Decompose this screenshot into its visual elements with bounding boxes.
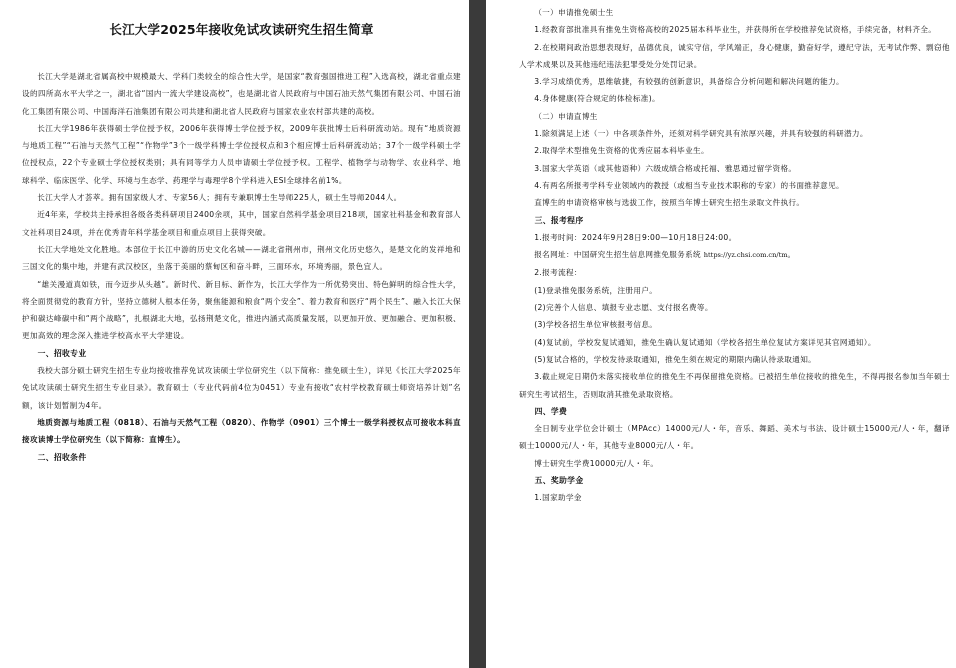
procedure-step-4: (4)复试前，学校发复试通知，推免生确认复试通知（学校各招生单位复试方案详见其官网通知）。 — [534, 337, 876, 347]
procedure-time: 1.报考时间：2024年9月28日9:00—10月18日24:00。 — [534, 232, 737, 242]
intro-paragraph-4: 近4年来，学校共主持承担各级各类科研项目2400余项，其中，国家自然科学基金项目218项，国家社科基金和教育部人文社科项目24项，并在优秀青年科学基金项目和重点项目上获得突破。 — [22, 210, 461, 237]
master-condition-3: 3.学习成绩优秀，思维敏捷，有较强的创新意识，具备综合分析问题和解决问题的能力。 — [534, 77, 844, 87]
intro-paragraph-5: 长江大学地处文化胜地。本部位于长江中游的历史文化名城——湖北省荆州市，荆州文化历史悠久，是楚文化的发祥地和三国文化的集中地，并建有武汉校区，坐落于美丽的蔡甸区和奋斗畔，三面环水，环境秀丽，景色宜人。 — [22, 244, 461, 272]
scholarship-item-1: 1.国家助学金 — [534, 493, 582, 503]
tuition-phd: 博士研究生学费10000元/人・年。 — [534, 458, 659, 468]
procedure-item-3: 3.截止规定日期仍未落实接收单位的推免生不再保留推免资格。已被招生单位接收的推免生，不得再报名参加当年硕士研究生考试招生，否则取消其推免录取资格。 — [519, 372, 950, 399]
intro-paragraph-2: 长江大学1986年获得硕士学位授予权，2006年获得博士学位授予权，2009年获批博士后科研流动站。现有“地质资源与地质工程”“石油与天然气工程”“作物学”3个一级学科博士学位授权点和3个相应博士后科研流动站；37个一级学科硕士学位授权点，22个专业硕士学位授权类别；具有同等学力人员申请硕士学位授予权。工程学、植物学与动物学、农业科学、地球科学、临床医学、化学、环境与生态学、药理学与毒理学8个学科进入ESI全球排名前1%。 — [22, 123, 461, 185]
master-condition-4: 4.身体健康(符合规定的体检标准)。 — [534, 94, 660, 104]
procedure-step-1: (1)登录推免服务系统，注册用户。 — [534, 285, 658, 295]
section-heading-scholarships: 五、奖助学金 — [534, 476, 584, 486]
majors-paragraph: 我校大部分硕士研究生招生专业均接收推荐免试攻读硕士学位研究生（以下简称：推免硕士生），详见《长江大学2025年免试攻读硕士研究生招生专业目录》。教育硕士（专业代码前4位为0451）专业有接收“农村学校教育硕士师资培养计划”名额，该计划暂制为4年。 — [22, 366, 461, 410]
procedure-step-3: (3)学校各招生单位审核报考信息。 — [534, 320, 658, 330]
document-page-right[interactable] — [486, 0, 956, 668]
section-heading-conditions: 二、招收条件 — [37, 452, 87, 462]
section-heading-procedure: 三、报考程序 — [534, 215, 584, 225]
phd-condition-1: 1.除须满足上述（一）中各项条件外，还须对科学研究具有浓厚兴趣，并具有较强的科研潜力。 — [534, 129, 868, 139]
website-end: 。 — [787, 250, 796, 260]
intro-paragraph-1: 长江大学是湖北省属高校中规模最大、学科门类较全的综合性大学，是国家“教育强国推进工程”入选高校，湖北省重点建设的四所高水平大学之一，湖北省“国内一流大学建设高校”，也是湖北省人民政府与中国石油天然气集团有限公司、中国石油化工集团有限公司、中国海洋石油集团有限公司共建和湖北省人民政府与国家农业农村部共建的高校。 — [22, 72, 461, 116]
direct-phd-paragraph: 地质资源与地质工程（0818）、石油与天然气工程（0820）、作物学（0901）三个博士一级学科授权点可接收本科直接攻读博士学位研究生（以下简称：直博生）。 — [22, 417, 461, 445]
phd-condition-3: 3.国家大学英语（或其他语种）六级成绩合格或托福、雅思通过留学资格。 — [534, 163, 797, 173]
phd-condition-4: 4.有两名所报考学科专业领域内的教授（或相当专业技术职称的专家）的书面推荐意见。 — [534, 180, 844, 190]
tuition-master: 全日制专业学位会计硕士（MPAcc）14000元/人・年，音乐、舞蹈、美术与书法、设计硕士15000元/人・年，翻译硕士10000元/人・年，其他专业8000元/人・年。 — [519, 424, 950, 451]
phd-condition-2: 2.取得学术型推免生资格的优秀应届本科毕业生。 — [534, 146, 709, 156]
procedure-website — [519, 246, 950, 264]
subsection-heading-master: （一）申请推免硕士生 — [534, 8, 614, 17]
procedure-flow-label: 2.报考流程： — [534, 268, 582, 278]
website-label: 报名网址：中国研究生招生信息网推免服务系统 — [534, 250, 702, 260]
intro-paragraph-6: “雄关漫道真如铁，而今迈步从头越”。新时代、新目标、新作为，长江大学作为一所优势突出、特色鲜明的综合性大学，将全面贯彻党的教育方针，坚持立德树人根本任务，聚焦能源和粮食“两个安全”、着力教育和医疗“两个民生”、融入长江大保护和碳达峰碳中和“两个战略”，扎根湖北大地，弘扬荆楚文化，推进内涵式高质量发展，以更加开放、更加融合、更加积极、更加高效的理念深入推进学校高水平大学建设。 — [22, 279, 461, 341]
document-page-left[interactable] — [0, 0, 469, 668]
subsection-heading-phd: （二）申请直博生 — [534, 111, 598, 121]
phd-note: 直博生的申请资格审核与选拔工作，按照当年博士研究生招生录取文件执行。 — [534, 198, 805, 208]
website-link[interactable]: https://yz.chsi.com.cn/tm — [703, 251, 788, 260]
procedure-step-5: (5)复试合格的，学校发待录取通知，推免生须在规定的期限内确认待录取通知。 — [534, 354, 817, 364]
master-condition-1: 1.经教育部批准具有推免生资格高校的2025届本科毕业生，并获得所在学校推荐免试资格，手续完备，材料齐全。 — [534, 25, 937, 35]
master-condition-2: 2.在校期间政治思想表现好，品德优良，诚实守信，学风端正，身心健康，勤奋好学，遵纪守法，无考试作弊、剽窃他人学术成果以及其他违纪违法犯罪受处分处罚记录。 — [519, 42, 950, 69]
page-title: 长江大学2025年接收免试攻读研究生招生简章 — [109, 22, 374, 37]
procedure-step-2: (2)完善个人信息、填报专业志愿、支付报名费等。 — [534, 303, 713, 313]
section-heading-majors: 一、招收专业 — [37, 348, 87, 358]
section-heading-tuition: 四、学费 — [534, 406, 568, 416]
intro-paragraph-3: 长江大学人才荟萃。拥有国家级人才、专家56人；拥有专兼职博士生导师225人，硕士生导师2044人。 — [37, 193, 402, 203]
